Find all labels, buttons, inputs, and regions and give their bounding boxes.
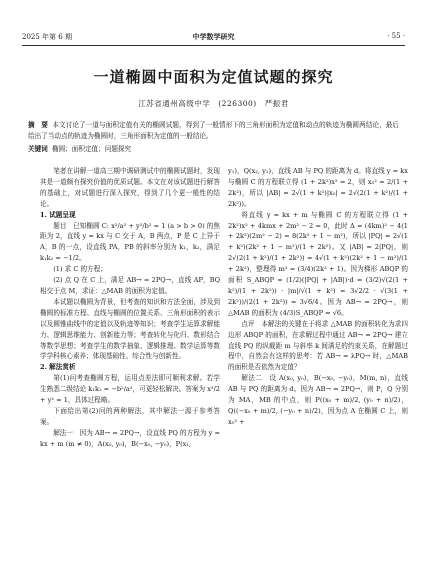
problem-part-1: (1) 求 C 的方程； <box>53 265 107 274</box>
solution-1-cont-a: y₁)，Q(x₂, y₂)，直线 AB 与 PQ 的距离为 d。将直线 y = kx 与椭圆 C 的方程联立得 (1 + 2k²)x² = 2，则 x₀² = 2/(1 + 2k²)，所以 |AB| = 2√(1 + k²)|x₀| = 2√(2(1 + k²)/(1 + 2k²))。 <box>228 167 408 208</box>
abstract-text: 本文讨论了一道与面积定值有关的椭圆试题，得到了一般情形下的三角形面积为定值和动点的轨迹为椭圆两结论，最后给出了当动点的轨迹为椭圆时，三角形面积为定值的一般结论。 <box>28 121 400 140</box>
part-1-solution: 第(1)问考查椭圆方程，运用点差法即可顺利求解。若学生熟悉二级结论 k₁k₂ = −b²/a²，可更轻松解决。答案为 x²/2 + y² = 1，具体过程略。 <box>40 374 220 405</box>
analysis-paragraph: 本试题以椭圆为背景，但考查的知识和方法全面，涉及到椭圆的标准方程、直线与椭圆的位置关系、三角形面积的表示以及圆锥曲线中的定值以及轨迹等知识；考查学生运算求解能力、逻辑思维能力、创新能力等；考查转化与化归、数形结合等数学思想；考查学生的数学抽象、逻辑推理、数学运算等数学学科核心素养；体现基础性、综合性与创新性。 <box>40 297 220 361</box>
left-column <box>40 166 220 450</box>
page-number: · 55 · <box>387 32 405 40</box>
article-title: 一道椭圆中面积为定值试题的探究 <box>93 68 334 86</box>
problem-part-2: (2) 点 Q 在 C 上，满足 AB→ = 2PQ→，直线 AP，BQ 相交于点 M，求证：△MAB 的面积为定值。 <box>40 276 220 295</box>
solution-1-start: 解法一 因为 AB→ = 2PQ→，设直线 PQ 的方程为 y = kx + m (m ≠ 0)，A(x₀, y₀)，B(−x₀, −y₀)，P(x₁, <box>40 428 220 448</box>
journal-name: 中学数学研究 <box>192 32 235 41</box>
running-header <box>22 32 405 44</box>
abstract <box>28 120 399 142</box>
section-heading-2: 2. 解法赏析 <box>40 363 76 372</box>
abstract-label: 摘 要 <box>28 121 49 129</box>
solution-1-cont-b: 将直线 y = kx + m 与椭圆 C 的方程联立得 (1 + 2k²)x² + 4kmx + 2m² − 2 = 0，此时 Δ = (4km)² − 4(1 + 2k²)(2m² − 2) = 8(2k² + 1 − m²)，所以 |PQ| = 2√(1 + k²)(2k² + 1 − m²)/(1 + 2k²)。又 |AB| = 2|PQ|，则 2√(2(1 + k²)/(1 + 2k²)) = 4√(1 + k²)(2k² + 1 − m²)/(1 + 2k²)，整理得 m² = (3/4)(2k² + 1)。因为梯形 ABQP 的面积 S_ABQP = (1/2)(|PQ| + |AB|)·d = (3/2)√(2(1 + k²)/(1 + 2k²)) · |m|/√(1 + k²) = 3√2/2 · √(3(1 + 2k²))/(2(1 + 2k²)) = 3√6/4。因为 AB→ = 2PQ→，则 △MAB 的面积为 (4/3)S_ABQP = √6。 <box>228 210 408 317</box>
keywords-label: 关键词 <box>28 145 48 153</box>
right-column <box>228 166 408 428</box>
author-line: 江苏省通州高级中学 (226300) 严振君 <box>138 99 289 108</box>
issue-label: 2025 年第 6 期 <box>22 33 72 41</box>
header-divider <box>22 45 405 46</box>
intro-paragraph: 笔者在讲解一道高三期中调研测试中的椭圆试题时，发现其是一道颇有探究价值的优质试题。本文在对该试题进行解答的基础上，对试题进行深入探究，得到了几个更一般性的结论。 <box>40 167 220 208</box>
section-heading-1: 1. 试题呈现 <box>40 210 76 219</box>
solution-2-start: 解法二 设 A(x₀, y₀)，B(−x₀, −y₀)，M(m, n)，直线 AB 与 PQ 的距离为 d。因为 AB→ = 2PQ→，则 P，Q 分别为 MA，MB 的中点，则 P((x₀ + m)/2, (y₀ + n)/2)，Q((−x₀ + m)/2, (−y₀ + n)/2)，因为点 A 在椭圆 C 上，则 x₀² + <box>228 374 408 426</box>
commentary-paragraph: 点评 本解法的关键在于将求 △MAB 的面积转化为求四边形 ABQP 的面积，在求解过程中通过 AB→ = 2PQ→ 建立直线 PQ 的纵截距 m 与斜率 k 间满足的约束关系，在解题过程中，自然会有这样的思考：若 AB→ = λPQ→ 时，△MAB 的面积是否依然为定值？ <box>228 319 408 372</box>
part-2-intro: 下面给出第(2)问的两种解法，其中解法一源于参考答案。 <box>40 406 220 426</box>
problem-statement: 题目 已知椭圆 C: x²/a² + y²/b² = 1 (a > b > 0) 的焦距为 2，直线 y = kx 与 C 交于 A，B 两点，P 是 C 上异于 A，B 的一点，设直线 PA，PB 的斜率分别为 k₁，k₂，满足 k₁k₂ = −1/2。 <box>40 221 220 263</box>
keywords-text: 椭圆；面积定值；问题探究 <box>51 145 132 153</box>
keywords <box>28 144 399 155</box>
